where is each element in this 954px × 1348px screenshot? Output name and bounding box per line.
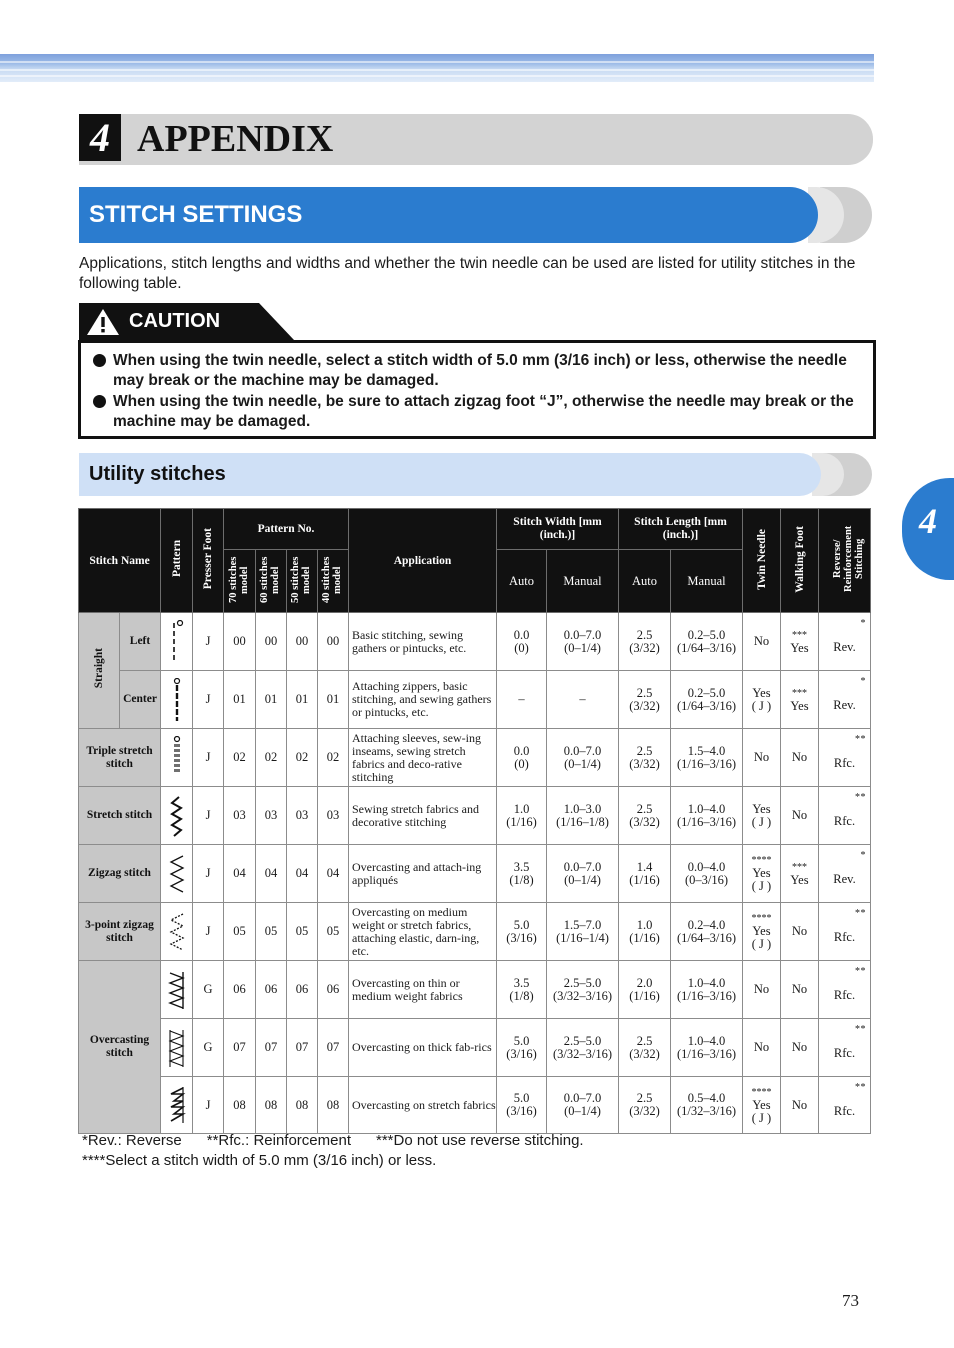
pattern-no-50: 07 — [287, 1019, 318, 1077]
walking-foot: No — [781, 1019, 819, 1077]
reverse: ** Rfc. — [819, 1019, 871, 1077]
pattern-no-40: 02 — [318, 729, 349, 787]
pattern-no-50: 01 — [287, 671, 318, 729]
header-presser-foot: Presser Foot — [193, 509, 224, 613]
pattern-no-70: 06 — [224, 961, 256, 1019]
length-manual: 1.0–4.0 (1/16–3/16) — [671, 961, 743, 1019]
width-auto: 5.0 (3/16) — [497, 903, 547, 961]
width-auto: 3.5 (1/8) — [497, 961, 547, 1019]
caution-label: CAUTION — [129, 310, 221, 332]
walking-foot: No — [781, 1077, 819, 1134]
chapter-side-number: 4 — [919, 501, 937, 541]
table-row — [79, 845, 871, 903]
reverse: ** Rfc. — [819, 729, 871, 787]
reverse: ** Rfc. — [819, 903, 871, 961]
application: Overcasting on stretch fabrics — [349, 1077, 497, 1134]
reverse: * Rev. — [819, 671, 871, 729]
pattern-no-70: 04 — [224, 845, 256, 903]
length-auto: 2.5 (3/32) — [619, 613, 671, 671]
length-auto: 1.4 (1/16) — [619, 845, 671, 903]
length-manual: 1.0–4.0 (1/16–3/16) — [671, 787, 743, 845]
twin-needle: **** Yes ( J ) — [743, 1077, 781, 1134]
pattern-no-70: 07 — [224, 1019, 256, 1077]
pattern-no-50: 03 — [287, 787, 318, 845]
width-auto: – — [497, 671, 547, 729]
width-manual: – — [547, 671, 619, 729]
pattern-no-50: 00 — [287, 613, 318, 671]
intro-text: Applications, stitch lengths and widths and whether the twin needle can be used are listed for utility stitches in the following table. — [79, 255, 856, 292]
header-model-60: 60 stitches model — [256, 550, 287, 613]
pattern-no-40: 07 — [318, 1019, 349, 1077]
width-manual: 0.0–7.0 (0–1/4) — [547, 845, 619, 903]
application: Attaching sleeves, sew-ing inseams, sewing stretch fabrics and deco-rative stitching — [349, 729, 497, 787]
presser-foot: J — [193, 613, 224, 671]
footnote-line: ****Select a stitch width of 5.0 mm (3/16 inch) or less. — [82, 1152, 437, 1169]
pattern-no-40: 08 — [318, 1077, 349, 1134]
application: Overcasting on medium weight or stretch fabrics, attaching elastic, darn-ing, etc. — [349, 903, 497, 961]
width-auto: 1.0 (1/16) — [497, 787, 547, 845]
walking-foot: *** Yes — [781, 845, 819, 903]
twin-needle: Yes ( J ) — [743, 787, 781, 845]
walking-foot: *** Yes — [781, 671, 819, 729]
application: Overcasting on thick fab-rics — [349, 1019, 497, 1077]
overcasting-g-pattern-icon — [161, 961, 193, 1019]
presser-foot: G — [193, 961, 224, 1019]
pattern-no-40: 01 — [318, 671, 349, 729]
length-manual: 0.0–4.0 (0–3/16) — [671, 845, 743, 903]
triple-stretch-pattern-icon — [161, 729, 193, 787]
bullet-icon — [93, 395, 106, 408]
twin-needle: Yes ( J ) — [743, 671, 781, 729]
stitch-name: Center — [120, 671, 161, 729]
reverse: * Rev. — [819, 613, 871, 671]
presser-foot: J — [193, 787, 224, 845]
twin-needle: No — [743, 961, 781, 1019]
stitch-name: 3-point zigzag stitch — [79, 903, 161, 961]
pattern-no-60: 00 — [256, 613, 287, 671]
length-auto: 2.5 (3/32) — [619, 671, 671, 729]
width-auto: 0.0 (0) — [497, 613, 547, 671]
twin-needle: **** Yes ( J ) — [743, 903, 781, 961]
caution-item: When using the twin needle, be sure to attach zigzag foot “J”, otherwise the needle may break or the machine may be damaged. — [93, 392, 873, 432]
width-manual: 0.0–7.0 (0–1/4) — [547, 1077, 619, 1134]
walking-foot: *** Yes — [781, 613, 819, 671]
pattern-no-50: 08 — [287, 1077, 318, 1134]
width-manual: 2.5–5.0 (3/32–3/16) — [547, 961, 619, 1019]
length-manual: 0.2–4.0 (1/64–3/16) — [671, 903, 743, 961]
caution-item: When using the twin needle, select a stitch width of 5.0 mm (3/16 inch) or less, otherwise the needle may break or the machine may be damaged. — [93, 351, 873, 391]
application: Overcasting on thin or medium weight fabrics — [349, 961, 497, 1019]
pattern-no-50: 02 — [287, 729, 318, 787]
twin-needle: **** Yes ( J ) — [743, 845, 781, 903]
header-length-manual: Manual — [671, 550, 743, 613]
width-auto: 0.0 (0) — [497, 729, 547, 787]
application: Attaching zippers, basic stitching, and sewing gathers or pintucks, etc. — [349, 671, 497, 729]
pattern-no-70: 02 — [224, 729, 256, 787]
twin-needle: No — [743, 1019, 781, 1077]
presser-foot: G — [193, 1019, 224, 1077]
pattern-no-70: 08 — [224, 1077, 256, 1134]
table-row — [79, 613, 871, 671]
pattern-no-60: 06 — [256, 961, 287, 1019]
pattern-no-50: 06 — [287, 961, 318, 1019]
pattern-no-60: 07 — [256, 1019, 287, 1077]
footnote-line: *Rev.: Reverse **Rfc.: Reinforcement ***Do not use reverse stitching. — [82, 1132, 584, 1149]
subsection-title: Utility stitches — [89, 463, 226, 485]
table-row — [79, 671, 871, 729]
header-stitch-length: Stitch Length [mm (inch.)] — [619, 509, 743, 550]
pattern-no-50: 04 — [287, 845, 318, 903]
length-auto: 2.5 (3/32) — [619, 1077, 671, 1134]
header-application: Application — [349, 509, 497, 613]
pattern-no-40: 05 — [318, 903, 349, 961]
header-band — [0, 54, 874, 82]
pattern-no-60: 03 — [256, 787, 287, 845]
width-manual: 0.0–7.0 (0–1/4) — [547, 613, 619, 671]
straight-center-pattern-icon — [161, 671, 193, 729]
presser-foot: J — [193, 729, 224, 787]
stretch-pattern-icon — [161, 787, 193, 845]
pattern-no-60: 08 — [256, 1077, 287, 1134]
caution-box — [78, 340, 876, 439]
header-model-70: 70 stitches model — [224, 550, 256, 613]
width-manual: 1.0–3.0 (1/16–1/8) — [547, 787, 619, 845]
header-stitch-width: Stitch Width [mm (inch.)] — [497, 509, 619, 550]
stitch-name: Stretch stitch — [79, 787, 161, 845]
header-width-auto: Auto — [497, 550, 547, 613]
pattern-no-60: 01 — [256, 671, 287, 729]
presser-foot: J — [193, 671, 224, 729]
presser-foot: J — [193, 845, 224, 903]
straight-left-pattern-icon — [161, 613, 193, 671]
length-auto: 2.5 (3/32) — [619, 787, 671, 845]
reverse: ** Rfc. — [819, 1077, 871, 1134]
width-auto: 3.5 (1/8) — [497, 845, 547, 903]
pattern-no-40: 03 — [318, 787, 349, 845]
pattern-no-40: 04 — [318, 845, 349, 903]
header-width-manual: Manual — [547, 550, 619, 613]
walking-foot: No — [781, 729, 819, 787]
stitch-name: Zigzag stitch — [79, 845, 161, 903]
stitch-name: Triple stretch stitch — [79, 729, 161, 787]
chapter-title: APPENDIX — [137, 118, 334, 160]
length-manual: 0.2–5.0 (1/64–3/16) — [671, 613, 743, 671]
length-auto: 2.0 (1/16) — [619, 961, 671, 1019]
pattern-no-70: 00 — [224, 613, 256, 671]
application: Basic stitching, sewing gathers or pintucks, etc. — [349, 613, 497, 671]
length-manual: 1.5–4.0 (1/16–3/16) — [671, 729, 743, 787]
width-manual: 1.5–7.0 (1/16–1/4) — [547, 903, 619, 961]
length-manual: 1.0–4.0 (1/16–3/16) — [671, 1019, 743, 1077]
overcasting-thick-pattern-icon — [161, 1019, 193, 1077]
pattern-no-70: 03 — [224, 787, 256, 845]
pattern-no-50: 05 — [287, 903, 318, 961]
length-auto: 1.0 (1/16) — [619, 903, 671, 961]
width-manual: 2.5–5.0 (3/32–3/16) — [547, 1019, 619, 1077]
pattern-no-70: 05 — [224, 903, 256, 961]
three-point-zigzag-pattern-icon — [161, 903, 193, 961]
walking-foot: No — [781, 961, 819, 1019]
length-manual: 0.5–4.0 (1/32–3/16) — [671, 1077, 743, 1134]
warning-icon — [86, 308, 120, 336]
pattern-no-60: 05 — [256, 903, 287, 961]
zigzag-pattern-icon — [161, 845, 193, 903]
presser-foot: J — [193, 1077, 224, 1134]
utility-stitch-table — [78, 508, 871, 1134]
length-auto: 2.5 (3/32) — [619, 729, 671, 787]
group-straight: Straight — [79, 613, 120, 729]
table-row — [79, 1077, 871, 1134]
overcasting-stretch-pattern-icon — [161, 1077, 193, 1134]
twin-needle: No — [743, 613, 781, 671]
length-auto: 2.5 (3/32) — [619, 1019, 671, 1077]
table-row — [79, 729, 871, 787]
header-twin-needle: Twin Needle — [743, 509, 781, 613]
header-model-40: 40 stitches model — [318, 550, 349, 613]
table-row — [79, 903, 871, 961]
table-footnotes — [82, 1131, 584, 1171]
bullet-icon — [93, 354, 106, 367]
reverse: ** Rfc. — [819, 787, 871, 845]
twin-needle: No — [743, 729, 781, 787]
table-row — [79, 961, 871, 1019]
pattern-no-40: 00 — [318, 613, 349, 671]
walking-foot: No — [781, 903, 819, 961]
reverse: ** Rfc. — [819, 961, 871, 1019]
pattern-no-60: 04 — [256, 845, 287, 903]
walking-foot: No — [781, 787, 819, 845]
header-walking-foot: Walking Foot — [781, 509, 819, 613]
width-auto: 5.0 (3/16) — [497, 1019, 547, 1077]
pattern-no-60: 02 — [256, 729, 287, 787]
header-reverse: Reverse/ Reinforcement Stitching — [819, 509, 871, 613]
stitch-name: Left — [120, 613, 161, 671]
width-auto: 5.0 (3/16) — [497, 1077, 547, 1134]
header-model-50: 50 stitches model — [287, 550, 318, 613]
chapter-number: 4 — [79, 114, 121, 161]
length-manual: 0.2–5.0 (1/64–3/16) — [671, 671, 743, 729]
pattern-no-70: 01 — [224, 671, 256, 729]
header-stitch-name: Stitch Name — [79, 509, 161, 613]
header-pattern: Pattern — [161, 509, 193, 613]
presser-foot: J — [193, 903, 224, 961]
width-manual: 0.0–7.0 (0–1/4) — [547, 729, 619, 787]
application: Overcasting and attach-ing appliqués — [349, 845, 497, 903]
section-title: STITCH SETTINGS — [89, 201, 303, 228]
header-length-auto: Auto — [619, 550, 671, 613]
group-overcasting: Overcasting stitch — [79, 961, 161, 1134]
application: Sewing stretch fabrics and decorative stitching — [349, 787, 497, 845]
reverse: * Rev. — [819, 845, 871, 903]
header-pattern-no: Pattern No. — [224, 509, 349, 550]
table-row — [79, 787, 871, 845]
table-row — [79, 1019, 871, 1077]
page-number: 73 — [842, 1291, 859, 1310]
pattern-no-40: 06 — [318, 961, 349, 1019]
